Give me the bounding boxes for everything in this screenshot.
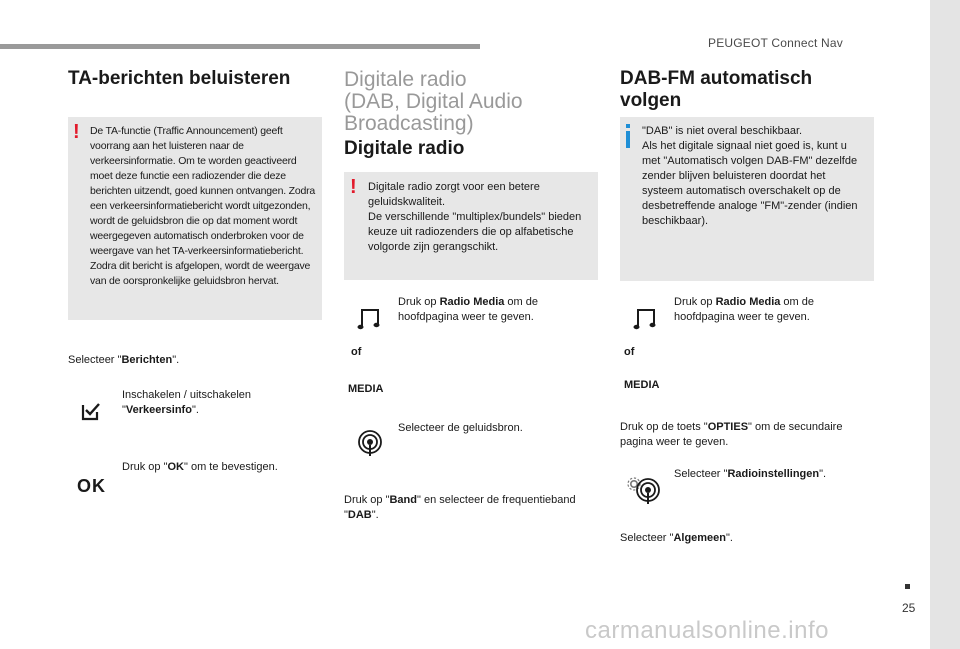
section-title-dab-fm: DAB-FM automatisch volgen: [620, 68, 813, 111]
or-label: of: [624, 346, 635, 358]
toggle-checkbox-icon: [81, 401, 101, 421]
select-berichten-text: Selecteer "Berichten".: [68, 354, 180, 366]
subtitle-digital-radio: Digitale radio: [344, 138, 465, 159]
warning-icon: !: [350, 176, 357, 198]
brand-label: PEUGEOT Connect Nav: [708, 36, 843, 50]
radioinstellingen-text: Selecteer "Radioinstellingen".: [674, 468, 827, 480]
ok-confirm-text: Druk op "OK" om te bevestigen.: [122, 461, 278, 473]
toggle-verkeersinfo-text: Inschakelen / uitschakelen "Verkeersinfo".: [122, 389, 252, 416]
warning-icon: !: [73, 121, 80, 143]
section-title-ta: TA-berichten beluisteren: [68, 68, 291, 89]
radio-settings-icon: [626, 476, 662, 504]
radio-media-text: Druk op Radio Media om de hoofdpagina weer te geven.: [398, 296, 539, 323]
watermark: carmanualsonline.info: [585, 617, 829, 644]
section-title-digital-radio: Digitale radio (DAB, Digital Audio Broadcasting): [344, 68, 523, 135]
media-button-label: MEDIA: [624, 379, 660, 391]
info-icon-dot: [626, 124, 630, 128]
info-icon: [626, 131, 630, 148]
select-source-text: Selecteer de geluidsbron.: [398, 422, 523, 434]
or-label: of: [351, 346, 362, 358]
media-button-label: MEDIA: [348, 383, 384, 395]
page-marker: [905, 584, 910, 589]
header-rule: [0, 44, 480, 49]
music-note-icon: [356, 306, 382, 332]
warning-text-ta: De TA-functie (Traffic Announcement) geeft voorrang aan het luisteren naar de verkeersinformatie. Om te worden geactiveerd moet deze functie een radiozender die deze berichten uitzendt, goed kunnen ontvangen. Zodra een verkeersinformatiebericht wordt uitgezonden, wordt de geluidsbron die op dat moment wordt weergegeven automatisch onderbroken voor de weergave van het TA-verkeersinformatiebericht. Zodra dit bericht is afgelopen, wordt de weergave van de oorspronkelijke geluidsbron hervat.: [90, 125, 316, 287]
algemeen-text: Selecteer "Algemeen".: [620, 532, 733, 544]
side-bar: [930, 0, 960, 649]
options-text: Druk op de toets "OPTIES" om de secundaire pagina weer te geven.: [620, 421, 843, 448]
ok-button-label: OK: [77, 476, 106, 496]
band-dab-text: Druk op "Band" en selecteer de frequentieband "DAB".: [344, 494, 576, 521]
page-number: 25: [902, 601, 916, 615]
warning-text-dab: Digitale radio zorgt voor een betere geluidskwaliteit. De verschillende "multiplex/bundels" bieden keuze uit radiozenders die op alfabetische volgorde zijn gerangschikt.: [368, 181, 582, 253]
radio-signal-icon: [356, 429, 384, 457]
music-note-icon: [632, 306, 658, 332]
radio-media-text: Druk op Radio Media om de hoofdpagina weer te geven.: [674, 296, 815, 323]
info-text-dab-fm: "DAB" is niet overal beschikbaar. Als het digitale signaal niet goed is, kunt u met "Automatisch volgen DAB-FM" dezelfde zender blijven beluisteren doordat het systeem automatisch overschakelt op de desbetreffende analoge "FM"-zender (indien beschikbaar).: [642, 125, 858, 227]
